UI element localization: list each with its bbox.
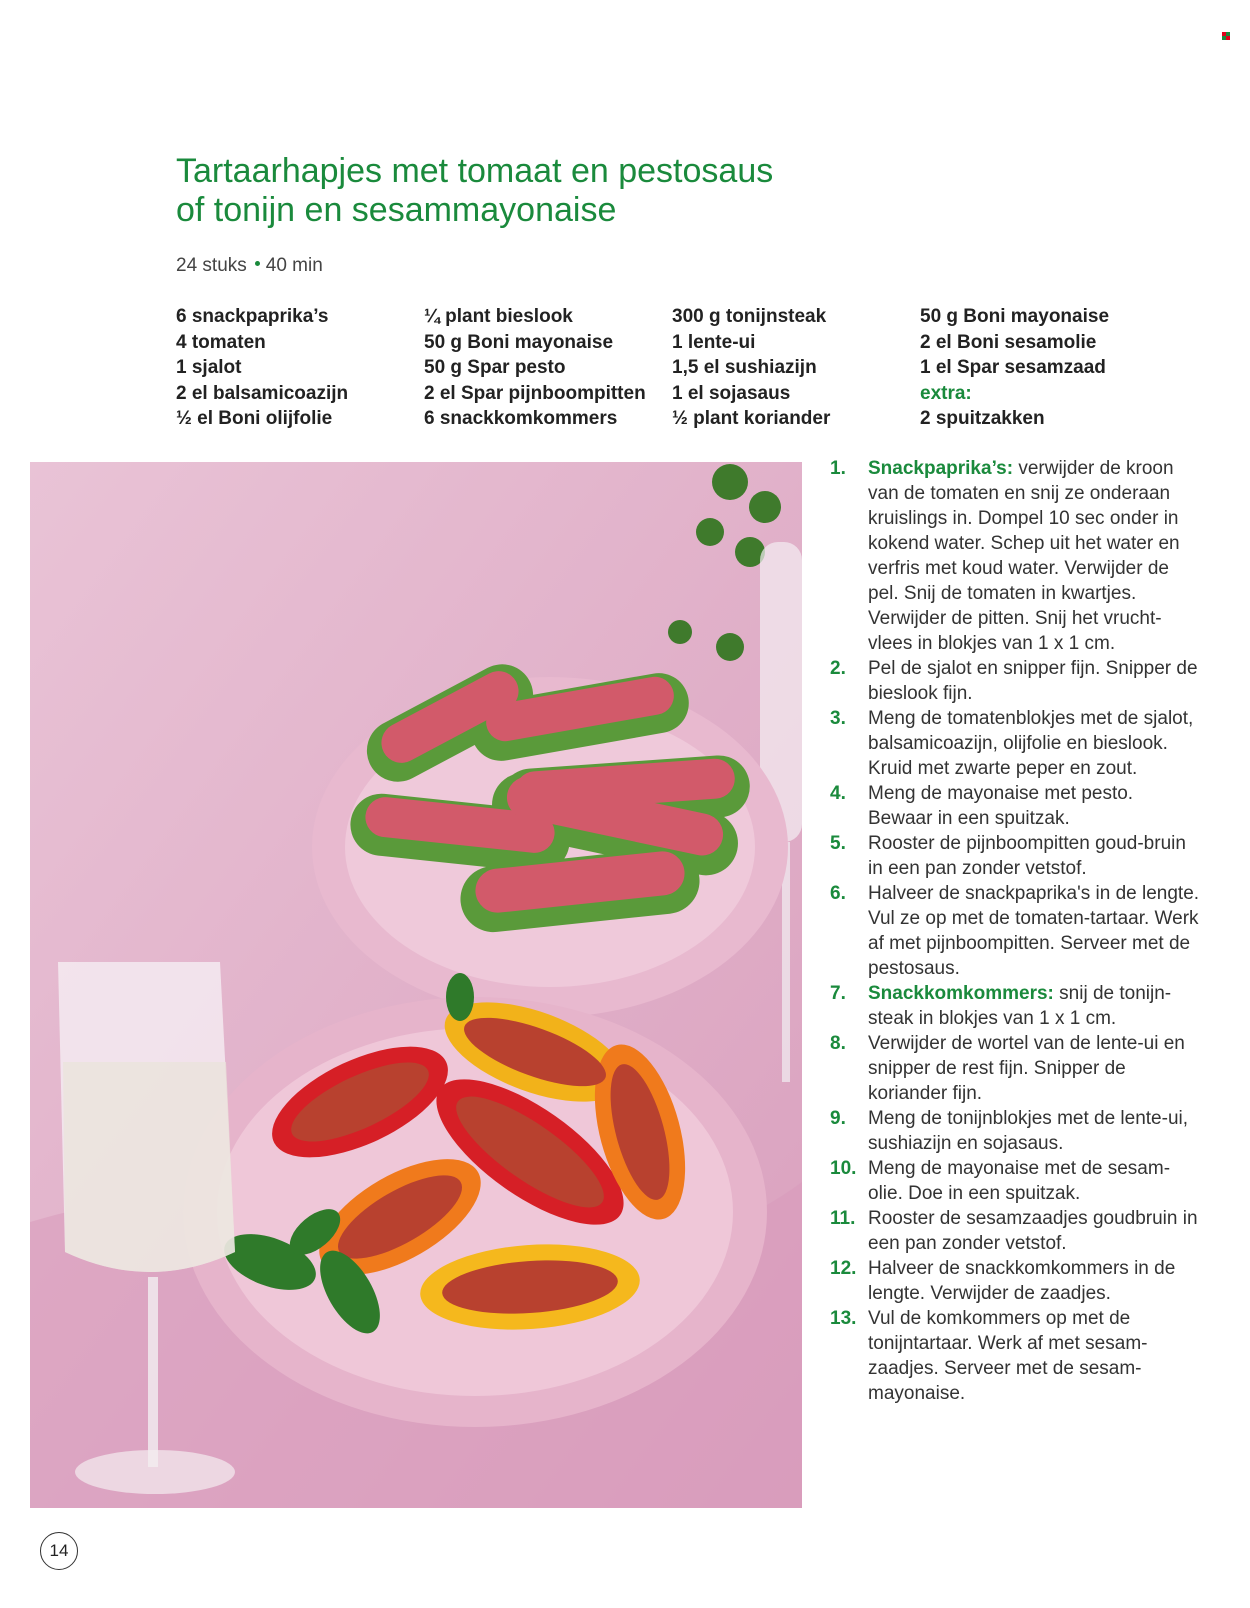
- ingredient: 1,5 el sushiazijn: [672, 357, 817, 378]
- step: [830, 1031, 1200, 1106]
- recipe-yield: 24 stuks: [176, 255, 247, 276]
- step: [830, 1256, 1200, 1306]
- ingredient: ¼ plant bieslook: [424, 306, 573, 327]
- step-text: Verwijder de wortel van de lente-ui en snipper de rest fijn. Snipper de koriander fijn.: [868, 1033, 1185, 1104]
- ingredient: 6 snackkomkommers: [424, 408, 618, 429]
- ingredient-column-2: [424, 304, 674, 432]
- step-number: 5.: [830, 833, 846, 854]
- step: [830, 1306, 1200, 1406]
- ingredient: 1 lente-ui: [672, 331, 756, 353]
- step-number: 10.: [830, 1158, 857, 1179]
- step-lead: Snackpaprika’s:: [868, 458, 1014, 479]
- recipe-title-line-1: Tartaarhapjes met tomaat en pestosaus: [176, 152, 774, 190]
- ingredient-column-3: [672, 304, 922, 432]
- step-text: Meng de tonijnblokjes met de lente-ui, sushiazijn en sojasaus.: [868, 1108, 1189, 1154]
- ingredient: 2 el balsamicoazijn: [176, 382, 349, 404]
- step-number: 11.: [830, 1208, 856, 1229]
- ingredient: 2 el Spar pijnboompitten: [424, 382, 646, 404]
- step-text: Rooster de sesamzaadjes goudbruin in een pan zonder vetstof.: [868, 1208, 1198, 1254]
- method-steps: [830, 456, 1200, 1406]
- step-text: Halveer de snackpaprika's in de lengte. Vul ze op met de tomaten-tartaar. Werk af met pijnboompitten. Serveer met de pestosaus.: [868, 883, 1200, 979]
- ingredient: 2 el Boni sesamolie: [920, 331, 1097, 353]
- ingredient: 1 el Spar sesamzaad: [920, 357, 1106, 378]
- step-number: 9.: [830, 1108, 846, 1129]
- step-text: Vul de komkommers op met de tonijntartaar. Werk af met sesam-zaadjes. Serveer met de sesam-mayonaise.: [868, 1308, 1148, 1404]
- ingredient-column-4: [920, 304, 1170, 432]
- step: [830, 1156, 1200, 1206]
- step-number: 12.: [830, 1258, 857, 1279]
- ingredient: 50 g Boni mayonaise: [920, 306, 1110, 327]
- recipe-photo: [30, 462, 802, 1508]
- brand-mark-icon: [1222, 32, 1230, 40]
- step-number: 1.: [830, 458, 846, 479]
- step-number: 13.: [830, 1308, 857, 1329]
- ingredient: 1 sjalot: [176, 357, 242, 378]
- step-text: verwijder de kroon van de tomaten en snij ze onderaan kruislings in. Dompel 10 sec onder in kokend water. Schep uit het water en verfris met koud water. Verwijder de pel. Snij de tomaten in kwartjes. Verwijder de pitten. Snij het vrucht-vlees in blokjes van 1 x 1 cm.: [868, 458, 1180, 654]
- step: [830, 1206, 1200, 1256]
- recipe-meta: [176, 255, 323, 277]
- ingredient: 50 g Spar pesto: [424, 357, 566, 378]
- step-text: Meng de mayonaise met pesto. Bewaar in een spuitzak.: [868, 783, 1134, 829]
- step-text: snij de tonijn-steak in blokjes van 1 x 1 cm.: [868, 983, 1172, 1029]
- step-text: Meng de tomatenblokjes met de sjalot, balsamicoazijn, olijfolie en bieslook. Kruid met zwarte peper en zout.: [868, 708, 1194, 779]
- ingredient: 1 el sojasaus: [672, 382, 791, 404]
- step: [830, 706, 1200, 781]
- step: [830, 831, 1200, 881]
- ingredient-list: [176, 304, 1196, 434]
- step-lead: Snackkomkommers:: [868, 983, 1054, 1004]
- step-number: 6.: [830, 883, 846, 904]
- ingredient: 50 g Boni mayonaise: [424, 331, 614, 353]
- step-text: Halveer de snackkomkommers in de lengte. Verwijder de zaadjes.: [868, 1258, 1176, 1304]
- ingredient: 300 g tonijnsteak: [672, 306, 827, 327]
- food-photo-illustration: [30, 462, 802, 1508]
- ingredient: ½ el Boni olijfolie: [176, 408, 333, 429]
- step-number: 7.: [830, 983, 846, 1004]
- step-text: Pel de sjalot en snipper fijn. Snipper de bieslook fijn.: [868, 658, 1198, 704]
- ingredient-column-1: [176, 304, 426, 432]
- step-text: Rooster de pijnboompitten goud-bruin in een pan zonder vetstof.: [868, 833, 1186, 879]
- page-number: 14: [40, 1532, 78, 1570]
- ingredient: 4 tomaten: [176, 331, 266, 353]
- step: [830, 656, 1200, 706]
- step: [830, 781, 1200, 831]
- ingredient-extra-label: extra:: [920, 382, 972, 404]
- recipe-title: [176, 152, 936, 230]
- step-text: Meng de mayonaise met de sesam-olie. Doe in een spuitzak.: [868, 1158, 1171, 1204]
- step: [830, 881, 1200, 981]
- recipe-title-line-2: of tonijn en sesammayonaise: [176, 191, 617, 229]
- step-number: 4.: [830, 783, 846, 804]
- ingredient: ½ plant koriander: [672, 408, 831, 429]
- step: [830, 456, 1200, 656]
- step: [830, 1106, 1200, 1156]
- step-number: 8.: [830, 1033, 846, 1054]
- step-number: 2.: [830, 658, 846, 679]
- ingredient: 6 snackpaprika’s: [176, 306, 329, 327]
- recipe-time: 40 min: [265, 255, 323, 276]
- separator-dot-icon: [255, 261, 260, 266]
- ingredient: 2 spuitzakken: [920, 408, 1045, 429]
- step: [830, 981, 1200, 1031]
- step-number: 3.: [830, 708, 846, 729]
